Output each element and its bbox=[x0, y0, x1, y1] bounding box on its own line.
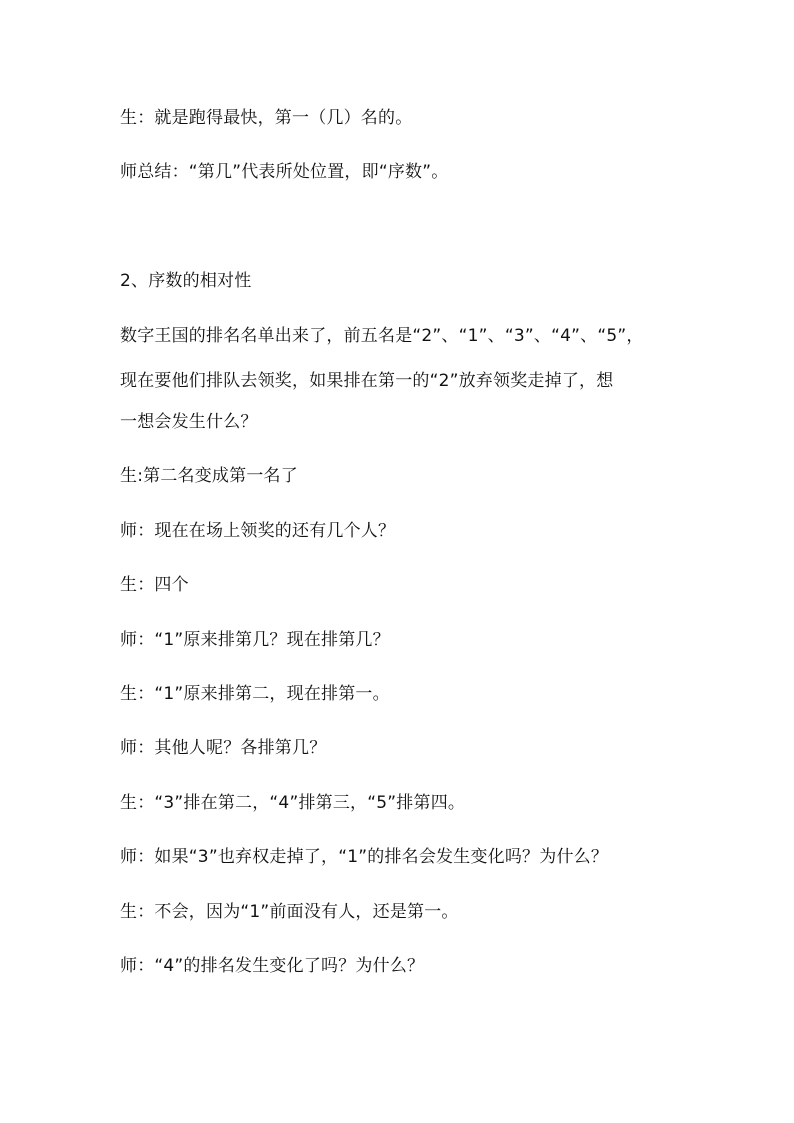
dialogue-line-student: 生：不会，因为“1”前面没有人，还是第一。 bbox=[120, 902, 459, 922]
dialogue-line-student: 生：就是跑得最快，第一（几）名的。 bbox=[120, 108, 413, 128]
dialogue-line-teacher-summary: 师总结：“第几”代表所处位置，即“序数”。 bbox=[120, 162, 449, 182]
dialogue-line-student: 生：“1”原来排第二，现在排第一。 bbox=[120, 684, 390, 704]
section-heading: 2、序数的相对性 bbox=[120, 271, 252, 291]
paragraph-line: 一想会发生什么？ bbox=[120, 412, 258, 432]
dialogue-line-student: 生：“3”排在第二，“4”排第三，“5”排第四。 bbox=[120, 793, 466, 813]
dialogue-line-teacher: 师：“1”原来排第几？现在排第几？ bbox=[120, 630, 390, 650]
paragraph-line: 数字王国的排名名单出来了，前五名是“2”、“1”、“3”、“4”、“5”， bbox=[120, 326, 644, 346]
dialogue-line-teacher: 师：“4”的排名发生变化了吗？为什么？ bbox=[120, 956, 425, 976]
dialogue-line-teacher: 师：现在在场上领奖的还有几个人？ bbox=[120, 521, 396, 541]
paragraph-line: 现在要他们排队去领奖，如果排在第一的“2”放弃领奖走掉了，想 bbox=[120, 371, 614, 391]
dialogue-line-student: 生：四个 bbox=[120, 575, 189, 595]
dialogue-line-teacher: 师：其他人呢？各排第几？ bbox=[120, 738, 327, 758]
dialogue-line-teacher: 师：如果“3”也弃权走掉了，“1”的排名会发生变化吗？为什么？ bbox=[120, 847, 609, 867]
dialogue-line-student: 生:第二名变成第一名了 bbox=[120, 466, 298, 486]
